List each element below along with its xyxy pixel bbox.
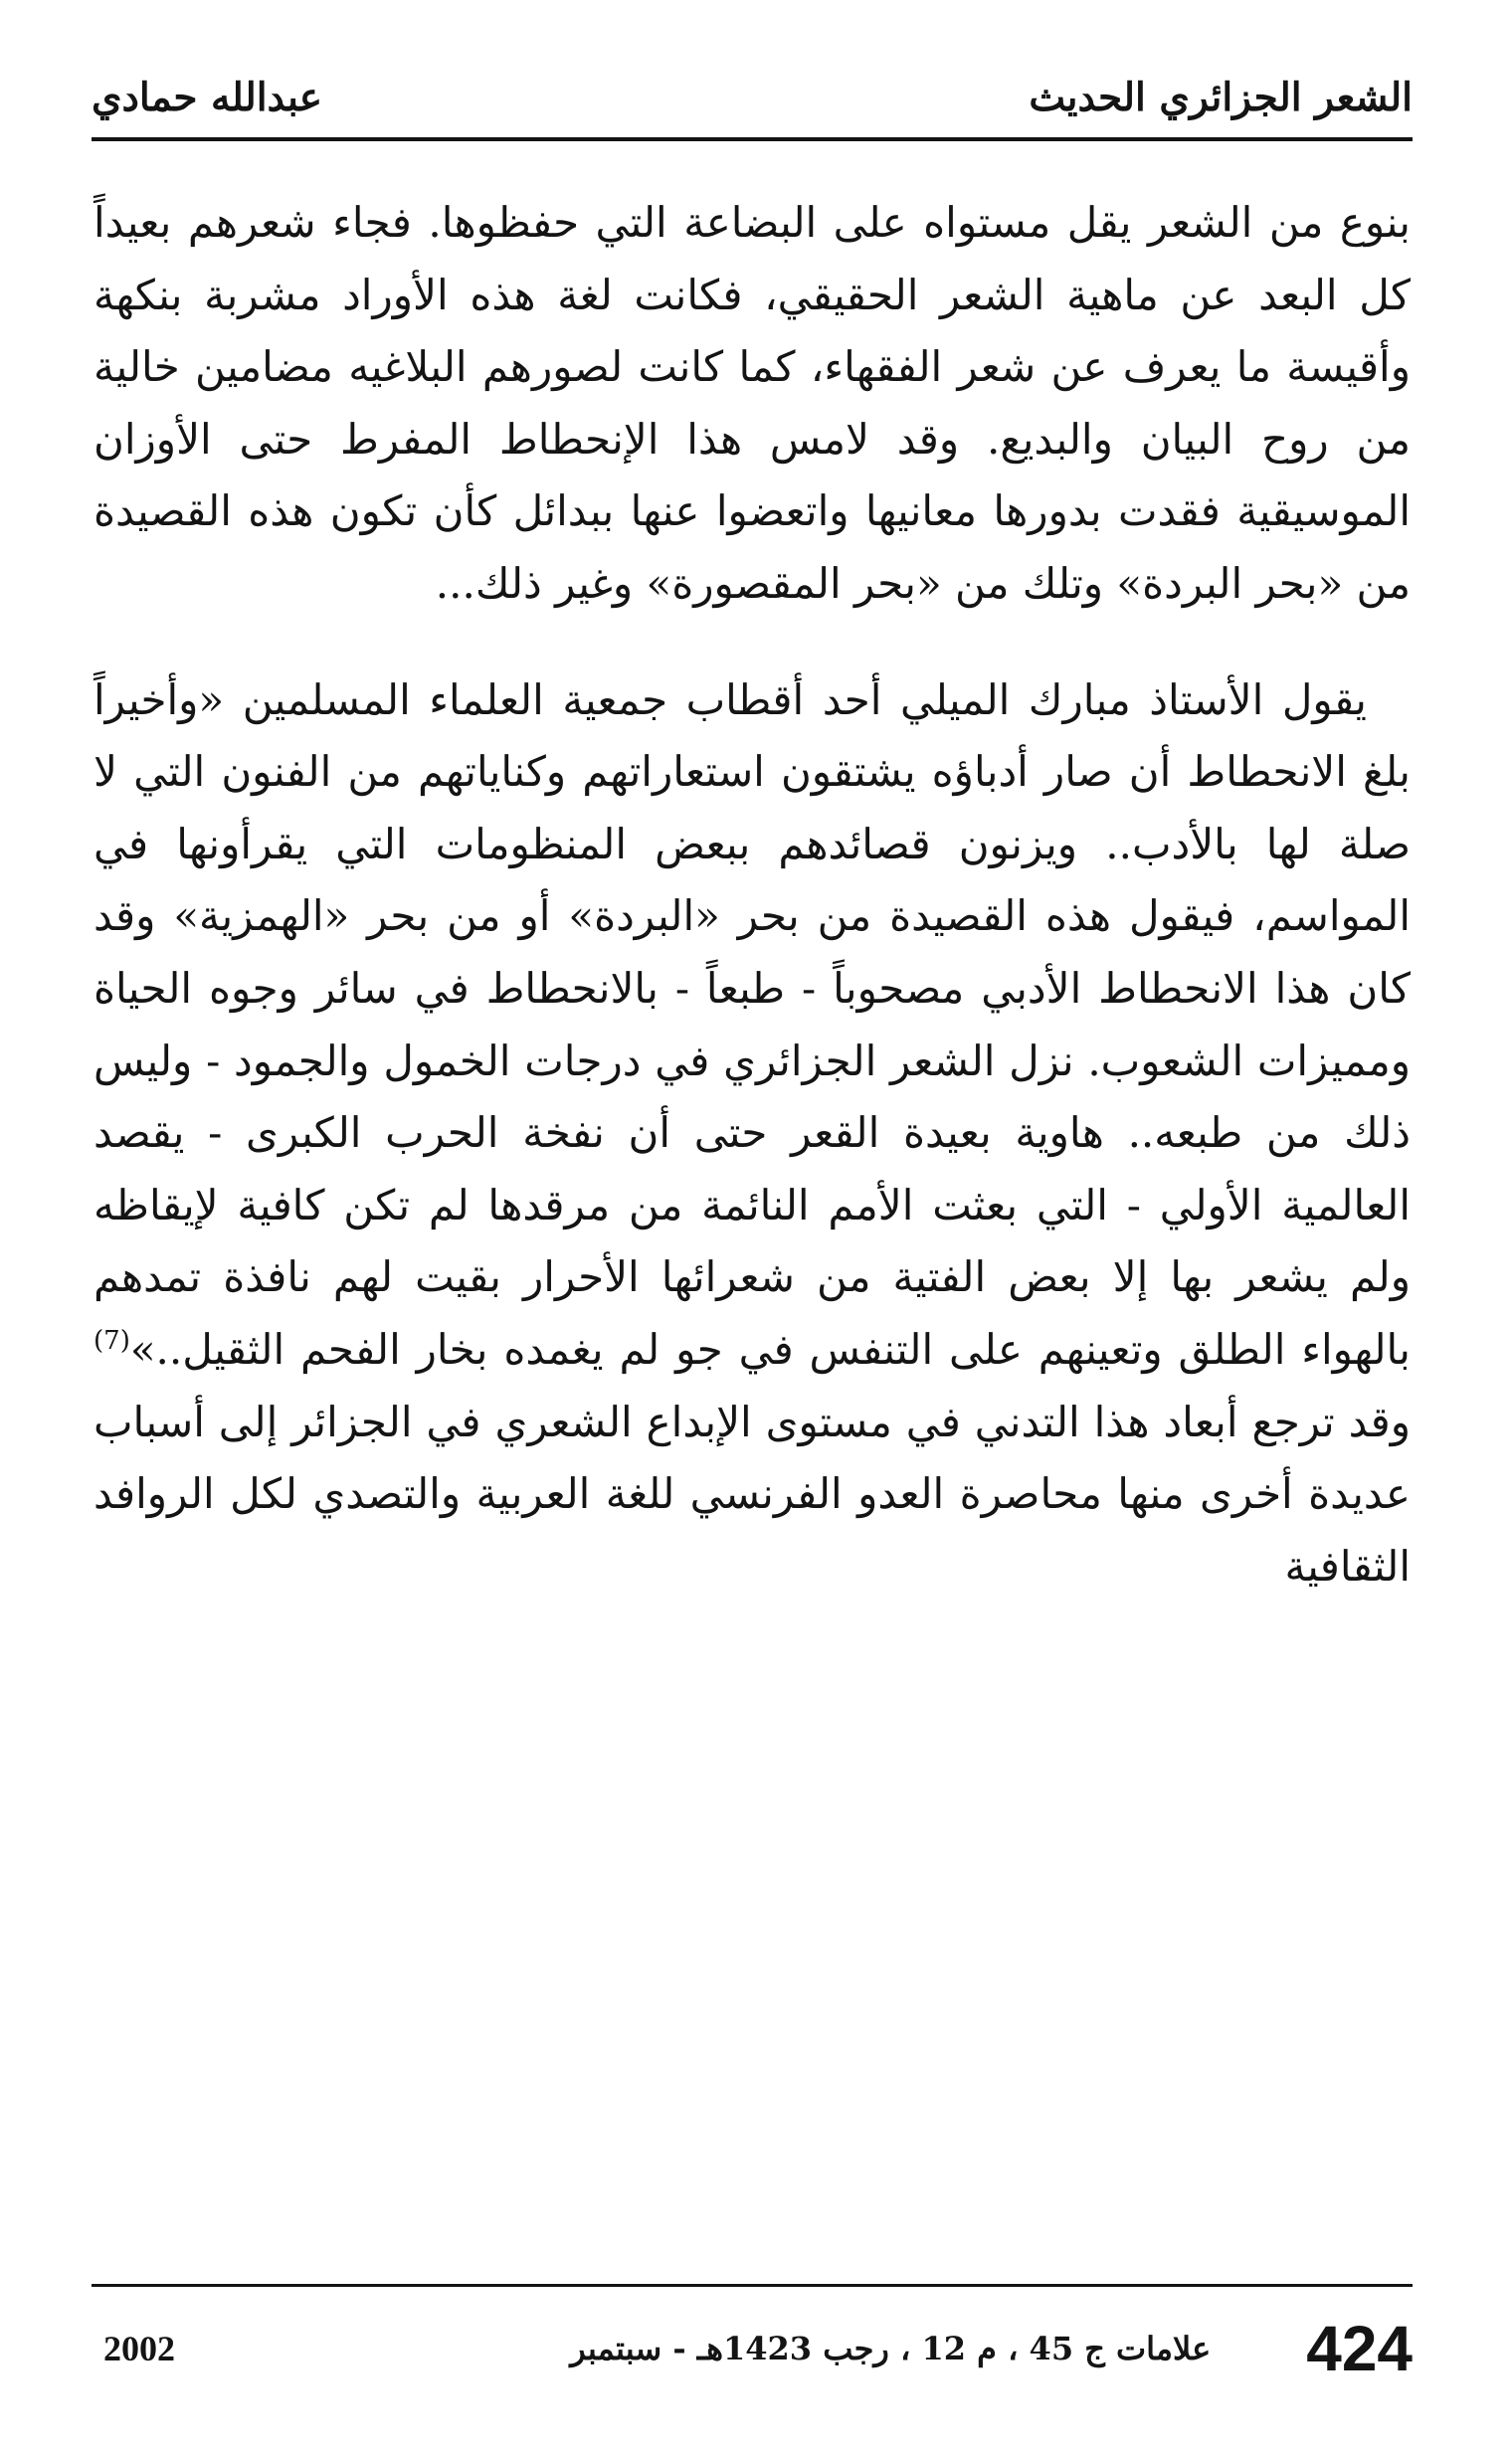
journal-info: علامات ج 45 ، م 12 ، رجب 1423هـ - سبتمبر xyxy=(570,2330,1212,2367)
publication-year: 2002 xyxy=(103,2329,175,2368)
header-rule xyxy=(92,137,1413,141)
main-text xyxy=(94,187,1411,1603)
paragraph-2 xyxy=(94,664,1411,1603)
paragraph-1: بنوع من الشعر يقل مستواه على البضاعة التي حفظوها. فجاء شعرهم بعيداً كل البعد عن ماهية الشعر الحقيقي، فكانت لغة هذه الأوراد مشربة بنكهة وأقيسة ما يعرف عن شعر الفقهاء، كما كانت لصورهم البلاغيه مضامين خالية من روح البيان والبديع. وقد لامس هذا الإنحطاط المفرط حتى الأوزان الموسيقية فقدت بدورها معانيها واتعضوا عنها ببدائل كأن تكون هذه القصيدة من «بحر البردة» وتلك من «بحر المقصورة» وغير ذلك... xyxy=(94,198,1411,608)
paragraph-2-continuation: وقد ترجع أبعاد هذا التدني في مستوى الإبداع الشعري في الجزائر إلى أسباب عديدة أخرى منها محاصرة العدو الفرنسي للغة العربية والتصدي لكل الروافد الثقافية xyxy=(94,1397,1411,1591)
paragraph-2-quote: يقول الأستاذ مبارك الميلي أحد أقطاب جمعية العلماء المسلمين «وأخيراً بلغ الانحطاط أن صار أدباؤه يشتقون استعاراتهم وكناياتهم من الفنون التي لا صلة لها بالأدب.. ويزنون قصائدهم ببعض المنظومات التي يقرأونها في المواسم، فيقول هذه القصيدة من بحر «البردة» أو من بحر «الهمزية» وقد كان هذا الانحطاط الأدبي مصحوباً - طبعاً - بالانحطاط في سائر وجوه الحياة ومميزات الشعوب. نزل الشعر الجزائري في درجات الخمول والجمود - وليس ذلك من طبعه.. هاوية بعيدة القعر حتى أن نفخة الحرب الكبرى - يقصد العالمية الأولي - التي بعثت الأمم النائمة من مرقدها لم تكن كافية لإيقاظه ولم يشعر بها إلا بعض الفتية من شعرائها الأحرار بقيت لهم نافذة تمدهم بالهواء الطلق وتعينهم على التنفس في جو لم يغمده بخار الفحم الثقيل..» xyxy=(94,674,1411,1374)
book-title: الشعر الجزائري الحديث xyxy=(1029,75,1413,120)
footer-rule xyxy=(92,2284,1413,2287)
running-header xyxy=(92,58,1413,137)
page-number: 424 xyxy=(1306,2313,1413,2384)
footnote-reference: (7) xyxy=(94,1325,130,1356)
running-footer xyxy=(103,2306,1413,2391)
author-name: عبدالله حمادي xyxy=(92,75,323,120)
